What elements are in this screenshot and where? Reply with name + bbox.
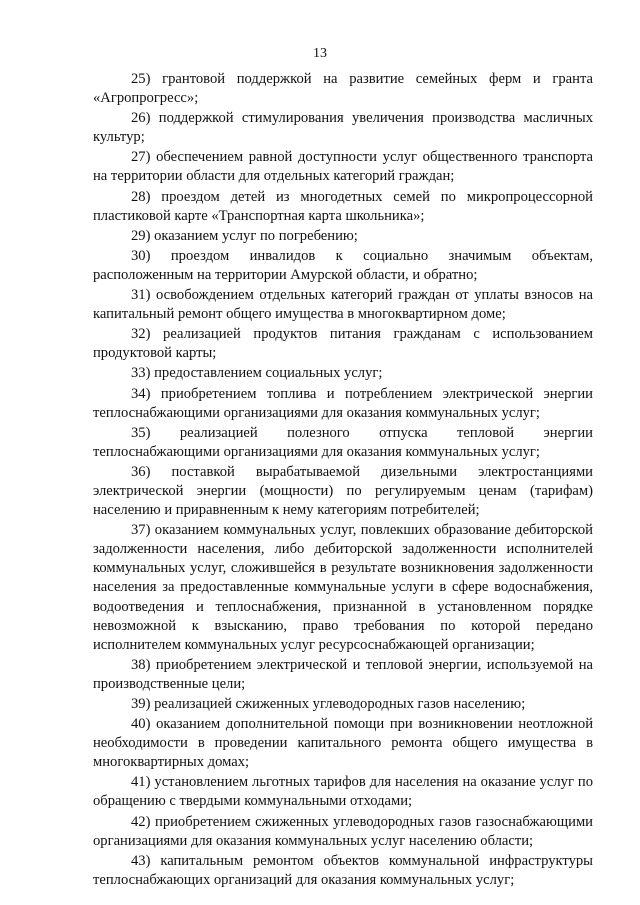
list-item: 27) обеспечением равной доступности услуг общественного транспорта на территории области для отдельных категорий граждан; — [93, 149, 593, 185]
list-item: 33) предоставлением социальных услуг; — [131, 365, 383, 382]
list-item: 40) оказанием дополнительной помощи при возникновении неотложной необходимости в проведении капитального ремонта общего имущества в многоквартирных домах; — [93, 716, 593, 771]
list-item: 30) проездом инвалидов к социально значимым объектам, расположенным на территории Амурской области, и обратно; — [93, 247, 593, 283]
list-item: 26) поддержкой стимулирования увеличения производства масличных культур; — [93, 110, 593, 146]
list-item: 37) оказанием коммунальных услуг, повлекших образование дебиторской задолженности населения, либо дебиторской задолженности исполнителей коммунальных услуг, сложившейся в результате возникновения задолженности населения за предоставленные коммунальные услуги в сфере водоснабжения, водоотведения и теплоснабжения, признанной в установленном порядке невозможной к взысканию, право требования по которой передано исполнителем коммунальных услуг ресурсоснабжающей организации; — [93, 522, 593, 653]
list-item: 31) освобождением отдельных категорий граждан от уплаты взносов на капитальный ремонт общего имущества в многоквартирном доме; — [93, 287, 593, 323]
list-item: 43) капитальным ремонтом объектов коммунальной инфраструктуры теплоснабжающих организаций для оказания коммунальных услуг; — [93, 852, 593, 888]
list-item: 25) грантовой поддержкой на развитие семейных ферм и гранта «Агропрогресс»; — [93, 71, 593, 107]
list-item: 35) реализацией полезного отпуска тепловой энергии теплоснабжающими организациями для оказания коммунальных услуг; — [93, 424, 593, 460]
list-item: 36) поставкой вырабатываемой дизельными электростанциями электрической энергии (мощности) по регулируемым ценам (тарифам) населению и приравненным к нему категориям потребителей; — [93, 463, 593, 519]
list-item: 34) приобретением топлива и потреблением электрической энергии теплоснабжающими организациями для оказания коммунальных услуг; — [93, 385, 593, 421]
item-list — [93, 70, 593, 891]
list-item: 32) реализацией продуктов питания гражданам с использованием продуктовой карты; — [93, 326, 593, 362]
list-item: 42) приобретением сжиженных углеводородных газов газоснабжающими организациями для оказания коммунальных услуг населению области; — [93, 813, 593, 849]
list-item: 29) оказанием услуг по погребению; — [131, 227, 358, 244]
list-item: 28) проездом детей из многодетных семей по микропроцессорной пластиковой карте «Транспортная карта школьника»; — [93, 188, 593, 224]
list-item: 41) установлением льготных тарифов для населения на оказание услуг по обращению с твердыми коммунальными отходами; — [93, 774, 593, 810]
page-number: 13 — [313, 46, 327, 61]
list-item: 39) реализацией сжиженных углеводородных газов населению; — [131, 696, 526, 712]
list-item: 38) приобретением электрической и тепловой энергии, используемой на производственные цели; — [93, 656, 593, 692]
